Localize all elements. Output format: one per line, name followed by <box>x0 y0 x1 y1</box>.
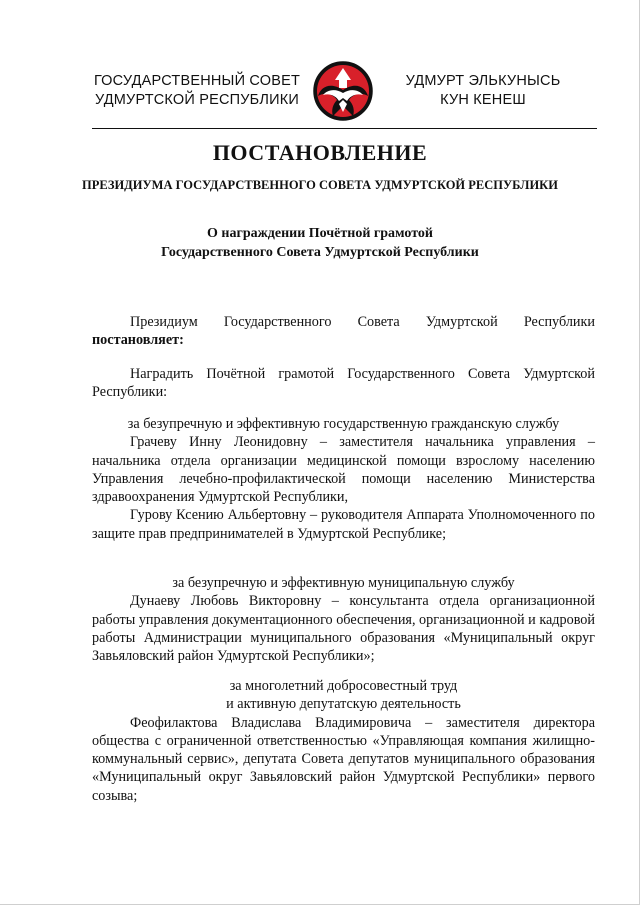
section-3-heading-line2: и активную депутатскую деятельность <box>226 696 461 713</box>
document-title: ПОСТАНОВЛЕНИЕ <box>212 140 428 165</box>
section-3-heading-line1: за многолетний добросовестный труд <box>229 678 458 694</box>
award-item: Гурову Ксению Альбертовну – руководителя Аппарата Уполномоченного по защите прав предпринимателей в Удмуртской Республике; <box>92 507 595 542</box>
udmurt-coat-of-arms-icon <box>313 60 373 122</box>
header-divider <box>92 128 597 129</box>
decision-paragraph <box>92 365 595 402</box>
section-2 <box>92 574 595 665</box>
subject-line1: О награждении Почётной грамотой <box>207 226 433 241</box>
intro-text: Президиум Государственного Совета Удмуртской Республики <box>130 314 595 330</box>
award-item: Феофилактова Владислава Владимировича – заместителя директора общества с ограниченной ответственностью «Управляющая компания жилищно-коммунальный сервис», депутата Совета депутатов муниципального образования «Муниципальный округ Завьяловский район Удмуртской Республики» первого созыва; <box>92 714 595 804</box>
section-1-heading: за безупречную и эффективную государственную гражданскую службу <box>127 416 560 432</box>
subject-line2: Государственного Совета Удмуртской Республики <box>161 245 479 260</box>
decision-text: Наградить Почётной грамотой Государственного Совета Удмуртской Республики: <box>92 366 595 401</box>
section-3 <box>92 677 595 805</box>
header-left-line1: ГОСУДАРСТВЕННЫЙ СОВЕТ <box>93 73 301 89</box>
award-item: Дунаеву Любовь Викторовну – консультанта отдела организационной работы управления документационного обеспечения, организационной и кадровой работы Администрации муниципального образования «Муниципальный округ Завьяловский район Удмуртской Республики»; <box>92 593 595 665</box>
document-subtitle: ПРЕЗИДИУМА ГОСУДАРСТВЕННОГО СОВЕТА УДМУРТСКОЙ РЕСПУБЛИКИ <box>82 178 558 192</box>
section-1 <box>92 415 595 543</box>
header-right <box>398 72 568 110</box>
intro-resolves: постановляет: <box>92 332 184 349</box>
header-right-line2: КУН КЕНЕШ <box>440 92 526 108</box>
header-right-line1: УДМУРТ ЭЛЬКУНЫСЬ <box>405 73 561 89</box>
section-2-heading: за безупречную и эффективную муниципальную службу <box>172 575 515 591</box>
document-subject <box>0 224 640 262</box>
intro-paragraph <box>92 313 595 350</box>
header-left-line2: УДМУРТСКОЙ РЕСПУБЛИКИ <box>95 92 299 108</box>
header-left <box>92 72 302 110</box>
award-item: Грачеву Инну Леонидовну – заместителя начальника управления – начальника отдела организации медицинской помощи взрослому населению Управления лечебно-профилактической помощи населению Министерства здравоохранения Удмуртской Республики, <box>92 434 595 506</box>
